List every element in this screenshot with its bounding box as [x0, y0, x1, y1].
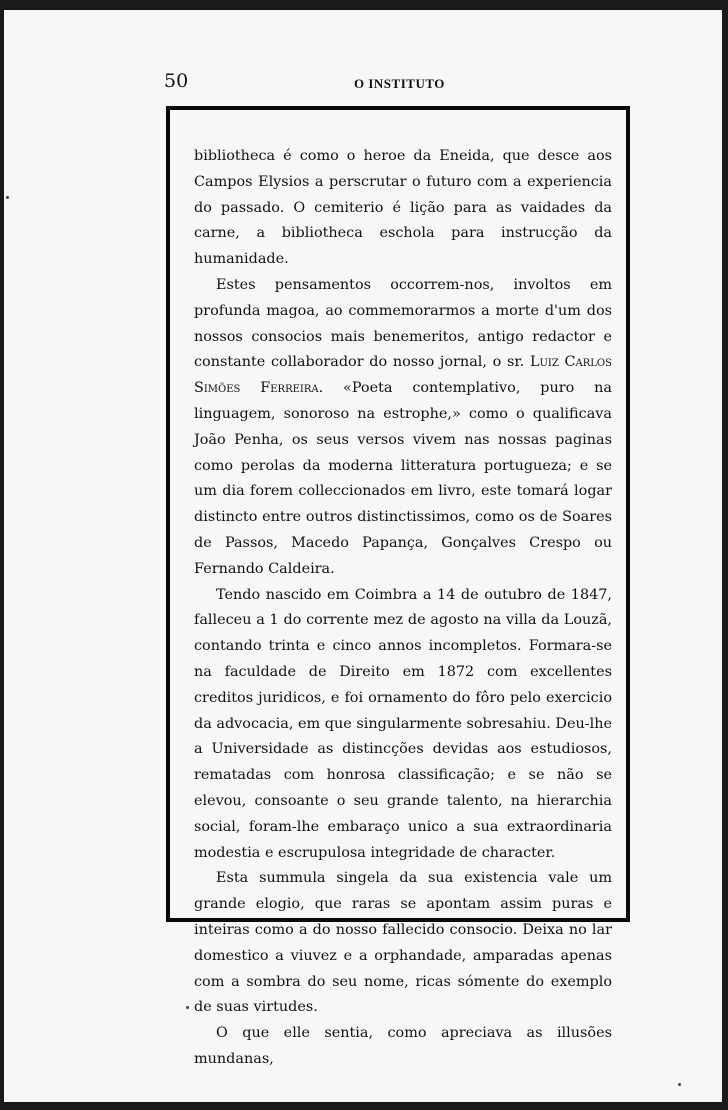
- paragraph-4: Esta summula singela da sua existencia vale um grande elogio, que raras se apontam assim puras e inteiras como a do nosso fallecido consocio. Deixa no lar domestico a viuvez e a orphandade, amparadas apenas com a sombra do seu nome, ricas sómente do exemplo de suas virtudes.: [194, 870, 612, 1016]
- paragraph-2-rest: . «Poeta contemplativo, puro na linguagem, sonoroso na estrophe,» como o qualificava João Penha, os seus versos vivem nas nossas paginas como perolas da moderna litteratura portugueza; e se um dia forem colleccionados em livro, este tomará logar distincto entre outros distinctissimos, como os de Soares de Passos, Macedo Papança, Gonçalves Crespo ou Fernando Caldeira.: [194, 380, 612, 577]
- paper-speck: [186, 1006, 189, 1009]
- paper-speck: [6, 196, 9, 199]
- paragraph-5: O que elle sentia, como apreciava as illusões mundanas,: [194, 1025, 612, 1067]
- running-title: O INSTITUTO: [354, 76, 445, 91]
- person-name: Luiz Carlos Simões Ferreira: [194, 354, 612, 397]
- paragraph-2-intro: Estes pensamentos occorrem-nos, involtos em profunda magoa, ao commemorarmos a morte d'um dos nossos consocios mais benemeritos, antigo redactor e constante collaborador do nosso jornal, o sr.: [194, 276, 612, 371]
- page-number: 50: [164, 70, 189, 92]
- paragraph-3: Tendo nascido em Coimbra a 14 de outubro de 1847, falleceu a 1 do corrente mez de agosto na villa da Louzã, contando trinta e cinco annos incompletos. Formara-se na faculdade de Direito em 1872 com excellentes creditos juridicos, e foi ornamento do fôro pelo exercicio da advocacia, em que singularmente sobresahiu. Deu-lhe a Universidade as distincções devidas aos estudiosos, rematadas com honrosa classificação; e se não se elevou, consoante o seu grande talento, na hierarchia social, foram-lhe embaraço unico a sua extraordinaria modestia e escrupulosa integridade de character.: [194, 586, 612, 861]
- paragraph-1: bibliotheca é como o heroe da Eneida, que desce aos Campos Elysios a perscrutar o futuro com a experiencia do passado. O cemiterio é lição para as vaidades da carne, a bibliotheca eschola para instrucção da humanidade.: [194, 148, 612, 268]
- paragraph-2: [194, 273, 612, 583]
- body-text: [194, 144, 612, 1073]
- paper-speck: [678, 1083, 681, 1086]
